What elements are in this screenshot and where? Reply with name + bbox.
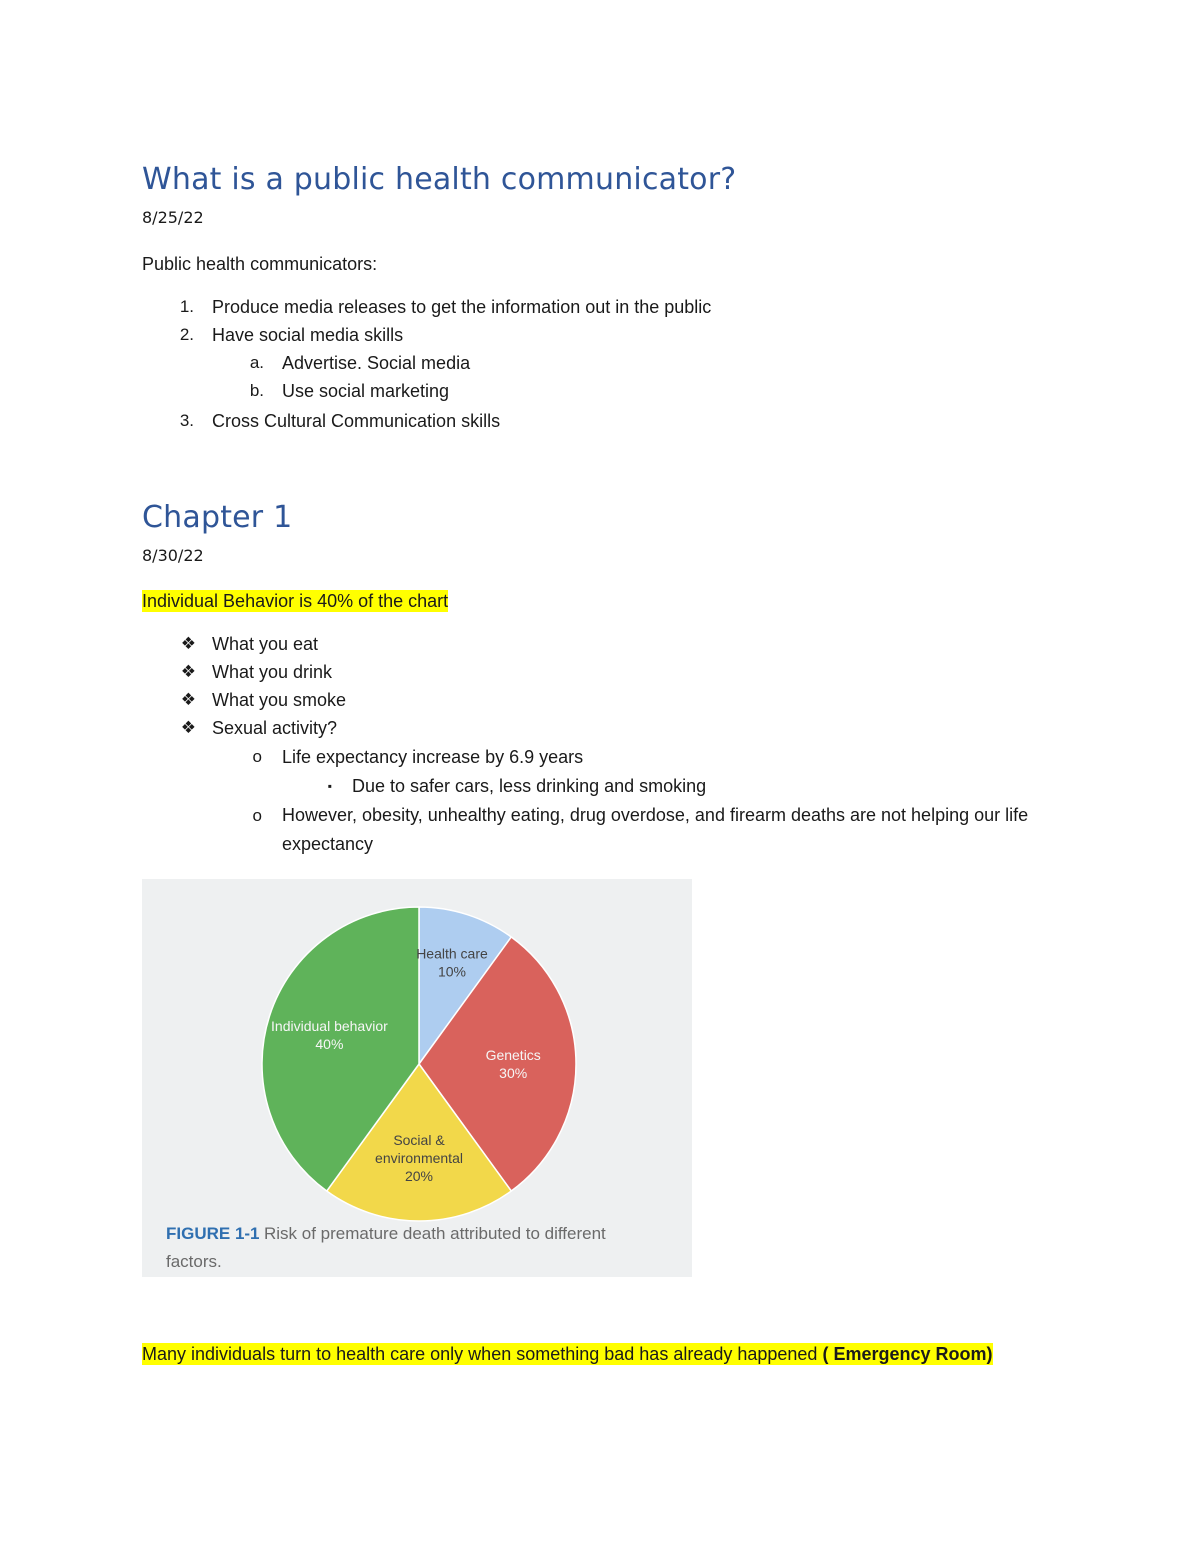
pie-slice-label: Genetics xyxy=(485,1047,541,1063)
figure-caption-line: factors. xyxy=(166,1252,222,1271)
pie-slice-label: 20% xyxy=(404,1168,434,1185)
list-item: Advertise. Social media xyxy=(282,353,471,373)
list-item: Use social marketing xyxy=(282,381,450,401)
section-heading-public-health: What is a public health communicator? xyxy=(142,162,737,197)
section-heading-chapter-1: Chapter 1 xyxy=(142,500,293,535)
highlighted-bold-text: ( Emergency Room) xyxy=(822,1344,993,1364)
highlighted-paragraph xyxy=(142,1340,1022,1369)
pie-chart-figure xyxy=(142,879,692,1277)
pie-slice-label: 40% xyxy=(315,1035,344,1052)
section-date: 8/30/22 xyxy=(142,546,204,565)
list-marker: 2. xyxy=(179,325,194,344)
list-item: Life expectancy increase by 6.9 years xyxy=(282,747,584,767)
list-item: What you drink xyxy=(212,662,333,682)
list-marker: a. xyxy=(249,353,264,372)
pie-slice-label: 30% xyxy=(499,1065,528,1081)
diamond-bullet-icon: ❖ xyxy=(180,718,196,737)
pie-slice-label: Health care xyxy=(416,945,488,962)
section-date: 8/25/22 xyxy=(142,208,204,227)
pie-slice-label: Social & xyxy=(393,1132,445,1149)
list-item: Due to safer cars, less drinking and smoking xyxy=(352,776,707,796)
circle-bullet-icon: o xyxy=(252,806,262,825)
list-item: Cross Cultural Communication skills xyxy=(212,411,501,431)
square-bullet-icon: ▪ xyxy=(327,779,332,793)
figure-label: FIGURE 1-1 xyxy=(166,1224,260,1243)
list-item: However, obesity, unhealthy eating, drug overdose, and firearm deaths are not helping our life expectancy xyxy=(282,805,1029,854)
pie-slice-label: 10% xyxy=(437,963,467,980)
list-marker: 3. xyxy=(179,411,194,430)
circle-bullet-icon: o xyxy=(252,747,262,766)
list-item: What you smoke xyxy=(212,690,347,710)
diamond-bullet-icon: ❖ xyxy=(180,662,196,681)
list-item: Sexual activity? xyxy=(212,718,338,738)
diamond-bullet-icon: ❖ xyxy=(180,634,196,653)
highlighted-text: Many individuals turn to health care only when something bad has already happened xyxy=(142,1344,818,1364)
pie-slice-label: environmental xyxy=(375,1150,463,1167)
highlighted-paragraph xyxy=(142,587,448,615)
list-item: Have social media skills xyxy=(212,325,404,345)
pie-slice-label: Individual behavior xyxy=(271,1017,388,1034)
list-marker: 1. xyxy=(179,297,194,316)
figure-caption-line: Risk of premature death attributed to different xyxy=(264,1224,606,1243)
list-item: What you eat xyxy=(212,634,319,654)
highlighted-text: Individual Behavior is 40% of the chart xyxy=(142,591,449,611)
pie-chart xyxy=(142,879,692,1277)
diamond-bullet-icon: ❖ xyxy=(180,690,196,709)
list-marker: b. xyxy=(249,381,264,400)
list-item: Produce media releases to get the information out in the public xyxy=(212,297,712,317)
intro-paragraph: Public health communicators: xyxy=(142,254,378,274)
